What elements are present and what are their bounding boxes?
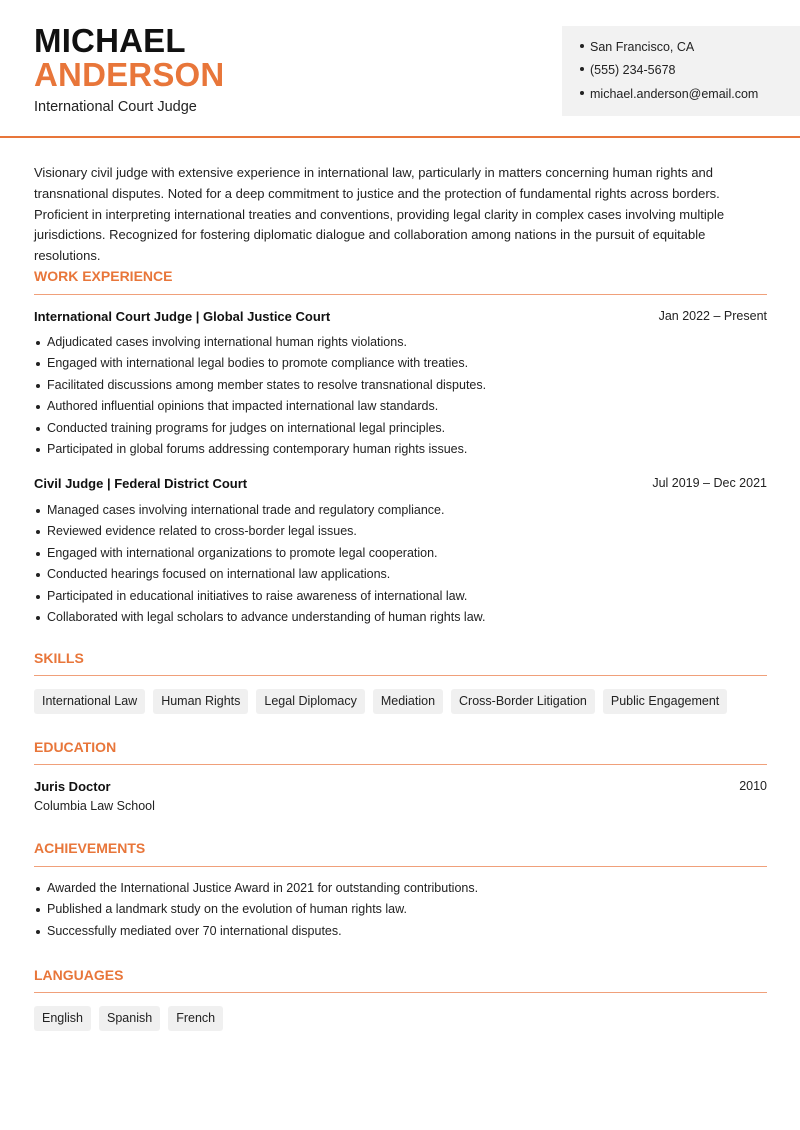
- list-item: Authored influential opinions that impacted international law standards.: [34, 398, 767, 419]
- job-header: [34, 309, 767, 327]
- list-item: Facilitated discussions among member states to resolve transnational disputes.: [34, 377, 767, 398]
- job-dates: Jan 2022 – Present: [658, 309, 767, 323]
- list-item: Engaged with international legal bodies to promote compliance with treaties.: [34, 355, 767, 376]
- skills-list: [34, 689, 727, 714]
- list-item: Successfully mediated over 70 international disputes.: [34, 923, 767, 944]
- list-item: Managed cases involving international trade and regulatory compliance.: [34, 502, 767, 523]
- education-school: Columbia Law School: [34, 799, 155, 813]
- skill-chip: Public Engagement: [603, 689, 727, 714]
- job-title: International Court Judge: [34, 99, 197, 115]
- section-divider: [34, 675, 767, 676]
- languages-list: [34, 1006, 223, 1031]
- last-name: ANDERSON: [34, 56, 225, 93]
- list-item: Reviewed evidence related to cross-border legal issues.: [34, 523, 767, 544]
- list-item: Adjudicated cases involving international human rights violations.: [34, 334, 767, 355]
- job-dates: Jul 2019 – Dec 2021: [652, 476, 767, 490]
- language-chip: English: [34, 1006, 91, 1031]
- section-title-education: EDUCATION: [34, 739, 117, 755]
- skill-chip: Human Rights: [153, 689, 248, 714]
- list-item: Collaborated with legal scholars to advance understanding of human rights law.: [34, 609, 767, 630]
- location-text: San Francisco, CA: [590, 40, 695, 54]
- section-title-work: WORK EXPERIENCE: [34, 268, 173, 284]
- list-item: Published a landmark study on the evolution of human rights law.: [34, 901, 767, 922]
- list-item: Conducted training programs for judges on international legal principles.: [34, 420, 767, 441]
- list-item: Participated in global forums addressing contemporary human rights issues.: [34, 441, 767, 462]
- contact-email[interactable]: [580, 87, 758, 101]
- skill-chip: International Law: [34, 689, 145, 714]
- contact-phone: [580, 63, 675, 77]
- contact-location: [580, 40, 694, 54]
- section-title-languages: LANGUAGES: [34, 967, 124, 983]
- skill-chip: Legal Diplomacy: [256, 689, 364, 714]
- resume-header: [0, 0, 800, 138]
- language-chip: French: [168, 1006, 223, 1031]
- job-bullets: [34, 502, 767, 630]
- summary-paragraph: Visionary civil judge with extensive experience in international law, particularly in matters concerning human rights and transnational disputes. Noted for a deep commitment to justice and the protection of fundamental rights across borders. Proficient in interpreting international treaties and conventions, providing legal clarity in complex cases involving multiple jurisdictions. Recognized for fostering diplomatic dialogue and collaboration among nations in the pursuit of equitable resolutions.: [34, 165, 725, 264]
- education-year: 2010: [739, 779, 767, 793]
- phone-text: (555) 234-5678: [590, 63, 676, 77]
- list-item: Engaged with international organizations to promote legal cooperation.: [34, 545, 767, 566]
- section-divider: [34, 294, 767, 295]
- bullet-icon: [580, 67, 584, 71]
- job-bullets: [34, 334, 767, 462]
- job-role: International Court Judge | Global Justice Court: [34, 309, 331, 324]
- list-item: Participated in educational initiatives to raise awareness of international law.: [34, 588, 767, 609]
- section-divider: [34, 992, 767, 993]
- bullet-icon: [580, 44, 584, 48]
- education-degree: Juris Doctor: [34, 779, 111, 794]
- list-item: Conducted hearings focused on international law applications.: [34, 566, 767, 587]
- job-role: Civil Judge | Federal District Court: [34, 476, 248, 491]
- job-header: [34, 476, 767, 494]
- email-text[interactable]: michael.anderson@email.com: [590, 87, 759, 101]
- achievements-list: [34, 880, 767, 944]
- skill-chip: Mediation: [373, 689, 443, 714]
- section-title-skills: SKILLS: [34, 650, 84, 666]
- contact-box: [562, 26, 800, 116]
- list-item: Awarded the International Justice Award in 2021 for outstanding contributions.: [34, 880, 767, 901]
- first-name: MICHAEL: [34, 22, 186, 59]
- section-title-achievements: ACHIEVEMENTS: [34, 840, 146, 856]
- bullet-icon: [580, 91, 584, 95]
- language-chip: Spanish: [99, 1006, 160, 1031]
- section-divider: [34, 764, 767, 765]
- skill-chip: Cross-Border Litigation: [451, 689, 595, 714]
- section-divider: [34, 866, 767, 867]
